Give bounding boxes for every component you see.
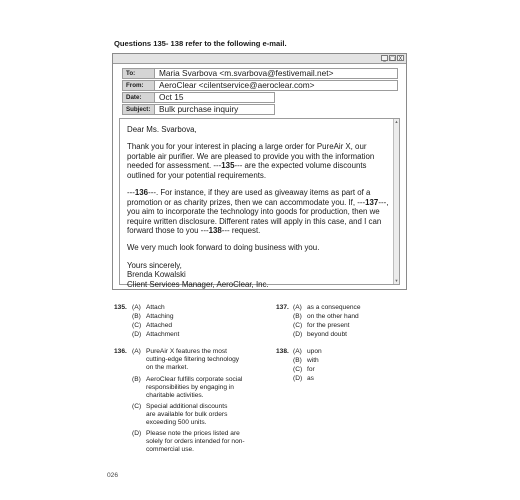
subject-label: Subject: — [122, 104, 155, 115]
sender-title: Client Services Manager, AeroClear, Inc. — [127, 279, 269, 289]
scroll-down-icon[interactable]: ▼ — [394, 278, 399, 283]
window-titlebar — [113, 54, 406, 64]
paragraph-3: We very much look forward to doing business with you. — [127, 243, 320, 253]
page-number: 026 — [107, 472, 119, 479]
blank-136: 136 — [134, 187, 149, 197]
date-field[interactable]: Oct 15 — [155, 92, 275, 103]
sender-name: Brenda Kowalski — [127, 270, 186, 280]
maximize-icon[interactable]: □ — [390, 56, 395, 62]
instructions: Questions 135- 138 refer to the following e-mail. — [114, 39, 287, 48]
blank-138: 138 — [208, 226, 222, 236]
paragraph-2: ---136---. For instance, if they are used as giveaway items as part of a promotion or as charity prizes, then we can accommodate you. If, ---137---, you aim to incorporate the technology into goods for production, then we require written disclosure. Different rates will apply in this case, and I can forward those to you ---138--- request. — [127, 187, 389, 236]
email-body-frame[interactable] — [119, 118, 400, 289]
question-135-number: 135. — [114, 304, 127, 311]
close-icon[interactable]: X — [398, 56, 403, 62]
to-row — [122, 68, 398, 79]
scroll-up-icon[interactable]: ▲ — [394, 119, 399, 124]
signature — [127, 261, 389, 290]
date-label: Date: — [122, 92, 155, 103]
subject-row — [122, 104, 398, 115]
blank-137: 137 — [365, 197, 379, 207]
closing: Yours sincerely, — [127, 260, 182, 270]
email-headers — [113, 64, 406, 115]
question-137-number: 137. — [276, 304, 289, 311]
email-window — [112, 53, 407, 290]
question-138-number: 138. — [276, 348, 289, 355]
minimize-icon[interactable]: _ — [381, 55, 388, 61]
scrollbar[interactable] — [393, 119, 399, 284]
from-row — [122, 80, 398, 91]
from-field[interactable]: AeroClear <cilentservice@aeroclear.com> — [155, 80, 398, 91]
question-136-number: 136. — [114, 348, 127, 355]
subject-field[interactable]: Bulk purchase inquiry — [155, 104, 275, 115]
from-label: From: — [122, 80, 155, 91]
email-body — [127, 125, 389, 289]
to-field[interactable]: Maria Svarbova <m.svarbova@festivemail.net> — [155, 68, 398, 79]
to-label: To: — [122, 68, 155, 79]
date-row — [122, 92, 398, 103]
blank-135: 135 — [221, 161, 235, 171]
greeting: Dear Ms. Svarbova, — [127, 125, 197, 134]
paragraph-1: Thank you for your interest in placing a large order for PureAir X, our portable air purifier. We are pleased to provide you with the information needed for assessment. ---135--- are the expected volume discounts outlined for your potential requirements. — [127, 142, 375, 180]
